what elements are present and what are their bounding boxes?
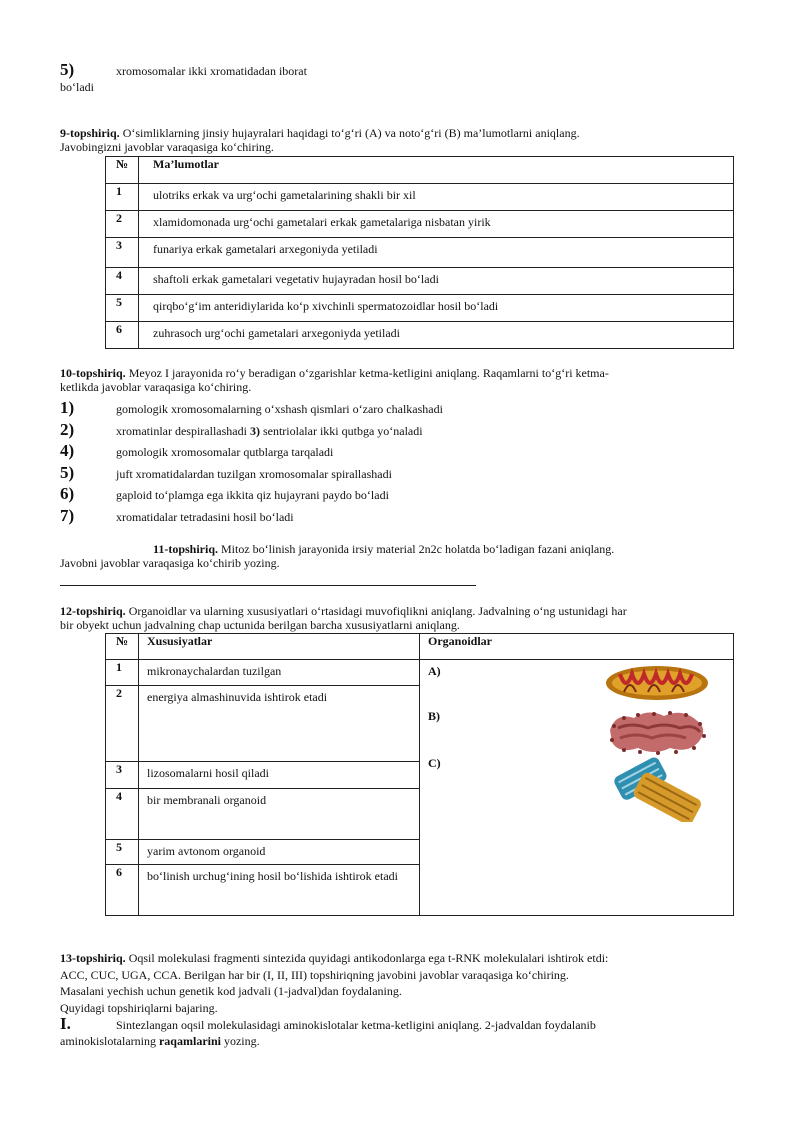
- table-row-text: yarim avtonom organoid: [139, 840, 420, 865]
- item-text-cont: bo‘ladi: [60, 80, 94, 94]
- task-13-text-2: ACC, CUC, UGA, CCA. Berilgan har bir (I, II, III) topshiriqning javobini javoblar varaqasiga ko‘chiring.: [60, 967, 569, 982]
- item-number: 5): [60, 60, 75, 79]
- table-row-num: 1: [106, 660, 139, 686]
- subtask-text-2b: raqamlarini: [158, 1034, 221, 1048]
- task-12-table: [105, 633, 734, 916]
- subtask-text: Sintezlangan oqsil molekulasidagi aminokislotalar ketma-ketligini aniqlang. 2-jadvaldan foydalanib: [116, 1018, 596, 1032]
- table-row-num: 5: [106, 295, 139, 322]
- table-row-num: 2: [106, 211, 139, 238]
- table-row-num: 6: [106, 865, 139, 916]
- subtask-text-2c: yozing.: [220, 1034, 260, 1048]
- list-item-text: juft xromatidalardan tuzilgan xromosomalar spirallashadi: [116, 467, 392, 481]
- table-row-text: lizosomalarni hosil qiladi: [139, 762, 420, 789]
- table-row-num: 6: [106, 322, 139, 349]
- subtask-number: I.: [60, 1014, 71, 1033]
- task-10-text: Meyoz I jarayonida ro‘y beradigan o‘zgarishlar ketma-ketligini aniqlang. Raqamlarni to‘g‘ri ketma-: [125, 366, 609, 380]
- task-13-text-3: Masalani yechish uchun genetik kod jadvali (1-jadval)dan foydalaning.: [60, 984, 402, 998]
- table-row-num: 1: [106, 184, 139, 211]
- item-text: xromosomalar ikki xromatidadan iborat: [116, 64, 307, 78]
- col-info-header: Ma’lumotlar: [139, 157, 734, 184]
- task-13-text: Oqsil molekulasi fragmenti sintezida quyidagi antikodonlarga ega t-RNK molekulalari ishtirok etdi:: [125, 951, 609, 965]
- task-12-label: 12-topshiriq.: [60, 604, 126, 618]
- subtask-text-2a: aminokislotalarning: [60, 1034, 159, 1048]
- task-13-label: 13-topshiriq.: [60, 951, 126, 965]
- list-item-number: 1): [60, 398, 75, 417]
- answer-line: [60, 585, 476, 586]
- task-11-prompt: [60, 542, 760, 570]
- list-item-number: 4): [60, 441, 75, 460]
- table-row-text: xlamidomonada urg‘ochi gametalari erkak gametalariga nisbatan yirik: [139, 211, 734, 238]
- task-11-text-2: Javobni javoblar varaqasiga ko‘chirib yozing.: [60, 556, 280, 570]
- table-row-text: bir membranali organoid: [139, 789, 420, 840]
- list-item-text: gomologik xromosomalar qutblarga tarqaladi: [116, 445, 334, 459]
- organoid-cell: [420, 660, 734, 916]
- list-item-number-inline: 3): [249, 424, 260, 438]
- task-13-prompt: [60, 950, 770, 1016]
- table-row-num: 4: [106, 789, 139, 840]
- list-item-text: xromatidalar tetradasini hosil bo‘ladi: [116, 510, 294, 524]
- table-row-num: 2: [106, 686, 139, 762]
- task-9-text: O‘simliklarning jinsiy hujayralari haqidagi to‘g‘ri (A) va noto‘g‘ri (B) ma’lumotlarni aniqlang.: [119, 126, 580, 140]
- table-row-text: mikronaychalardan tuzilgan: [139, 660, 420, 686]
- task-11-label: 11-topshiriq.: [153, 542, 219, 556]
- task-10-label: 10-topshiriq.: [60, 366, 126, 380]
- table-row-text: bo‘linish urchug‘ining hosil bo‘lishida ishtirok etadi: [139, 865, 420, 916]
- task-12-prompt: [60, 604, 760, 632]
- list-item-number: 2): [60, 420, 75, 439]
- task-9-text-2: Javobingizni javoblar varaqasiga ko‘chiring.: [60, 140, 274, 154]
- task-9-prompt: [60, 126, 760, 154]
- table-row-text: qirqbo‘g‘im anteridiylarida ko‘p xivchinli spermatozoidlar hosil bo‘ladi: [139, 295, 734, 322]
- mitochondrion-image: [604, 664, 710, 702]
- task-10-text-2: ketlikda javoblar varaqasiga ko‘chiring.: [60, 380, 252, 394]
- col-num-header: №: [106, 157, 139, 184]
- task-13-text-4: Quyidagi topshiriqlarni bajaring.: [60, 1000, 218, 1015]
- table-row-num: 3: [106, 238, 139, 268]
- list-item-text: gomologik xromosomalarning o‘xshash qismlari o‘zaro chalkashadi: [116, 402, 443, 416]
- endoplasmic-reticulum-image: [604, 706, 710, 756]
- list-item-number: 7): [60, 506, 75, 525]
- table-row-num: 3: [106, 762, 139, 789]
- table-row-num: 4: [106, 268, 139, 295]
- option-c: C): [428, 756, 441, 770]
- task-10-prompt: [60, 366, 760, 394]
- task-12-text: Organoidlar va ularning xususiyatlari o‘rtasidagi muvofiqlikni aniqlang. Jadvalning o‘ng ustunidagi har: [125, 604, 627, 618]
- table-row-text: funariya erkak gametalari arxegoniyda yetiladi: [139, 238, 734, 268]
- col-org-header: Organoidlar: [420, 634, 734, 660]
- table-row-text: energiya almashinuvida ishtirok etadi: [139, 686, 420, 762]
- subtask-text-2: [60, 1034, 260, 1049]
- task-12-text-2: bir obyekt uchun jadvalning chap uctunida berilgan barcha xususiyatlarni aniqlang.: [60, 618, 460, 632]
- table-row-text: ulotriks erkak va urg‘ochi gametalarining shakli bir xil: [139, 184, 734, 211]
- list-item-text-a: xromatinlar despirallashadi: [116, 424, 247, 438]
- list-item-text: gaploid to‘plamga ega ikkita qiz hujayrani paydo bo‘ladi: [116, 488, 389, 502]
- task-11-text: Mitoz bo‘linish jarayonida irsiy material 2n2c holatda bo‘ladigan fazani aniqlang.: [218, 542, 615, 556]
- list-item-number: 6): [60, 484, 75, 503]
- task-9-label: 9-topshiriq.: [60, 126, 120, 140]
- option-b: B): [428, 709, 440, 723]
- table-row-text: shaftoli erkak gametalari vegetativ hujayradan hosil bo‘ladi: [139, 268, 734, 295]
- task-9-table: [105, 156, 734, 349]
- col-num-header: №: [106, 634, 139, 660]
- option-a: A): [428, 664, 441, 678]
- col-prop-header: Xususiyatlar: [139, 634, 420, 660]
- centriole-image: [610, 756, 706, 822]
- table-row-text: zuhrasoch urg‘ochi gametalari arxegoniyda yetiladi: [139, 322, 734, 349]
- table-row-num: 5: [106, 840, 139, 865]
- list-item-text: [116, 424, 423, 439]
- list-item-number: 5): [60, 463, 75, 482]
- list-item-text-b: sentriolalar ikki qutbga yo‘naladi: [259, 424, 423, 438]
